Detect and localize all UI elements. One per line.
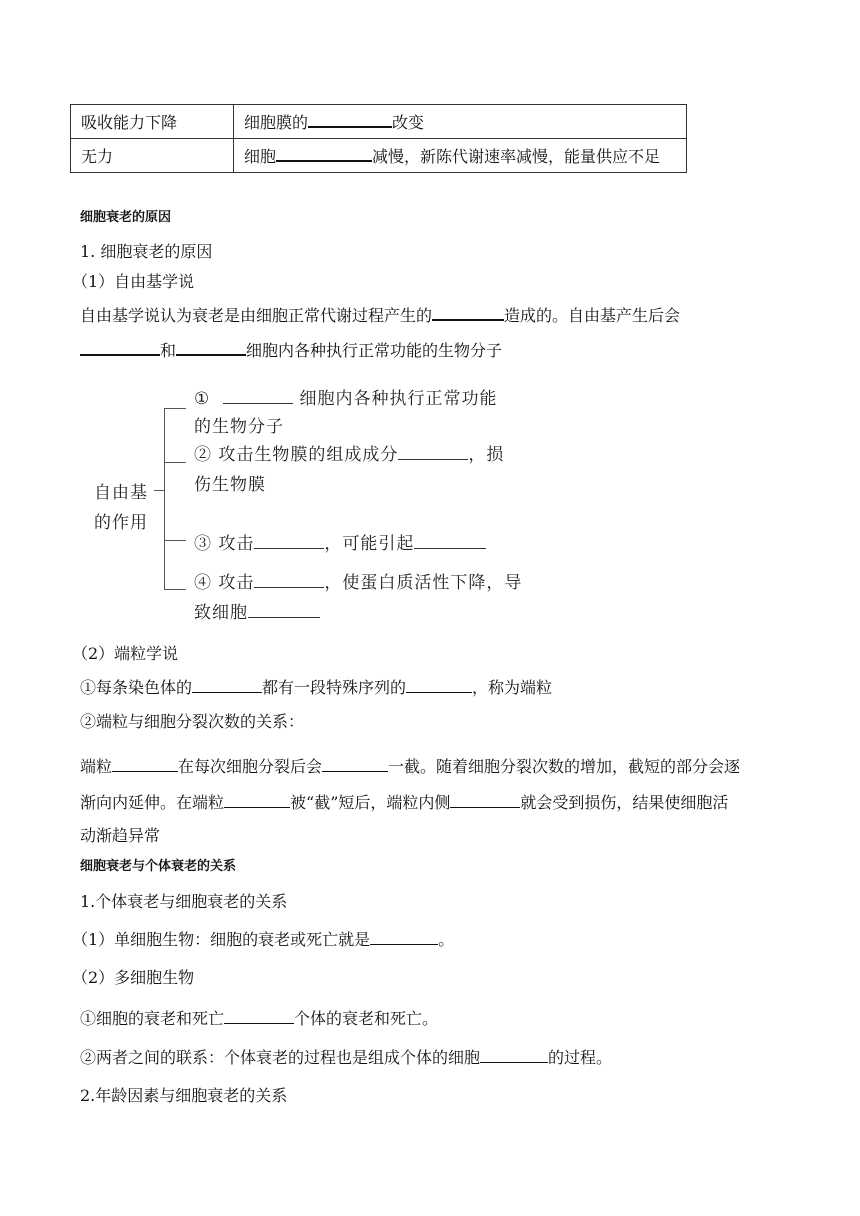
- diagram-branch-1-line2: 的生物分子: [194, 417, 284, 437]
- text: 都有一段特殊序列的: [262, 678, 407, 697]
- diagram-branch-3: [194, 529, 486, 554]
- subheading-causes: 1. 细胞衰老的原因: [80, 242, 213, 261]
- answer-blank[interactable]: [322, 755, 388, 772]
- table-cell-desc: [234, 139, 687, 173]
- paragraph-telomere-4: [80, 791, 728, 814]
- text: ②两者之间的联系：个体衰老的过程也是组成个体的细胞: [80, 1048, 481, 1067]
- item-free-radical-title: （1）自由基学说: [72, 272, 195, 291]
- paragraph-telomere-2: ②端粒与细胞分裂次数的关系：: [80, 712, 305, 731]
- answer-blank[interactable]: [370, 928, 438, 945]
- text: 细胞内各种执行正常功能: [299, 389, 498, 409]
- text: ，使蛋白质活性下降，导: [324, 573, 523, 593]
- text: 个体的衰老和死亡。: [294, 1009, 439, 1028]
- text: 的过程。: [548, 1048, 613, 1067]
- desc-post: 减慢，新陈代谢速率减慢，能量供应不足: [372, 147, 661, 166]
- text: 致细胞: [194, 603, 248, 623]
- text: ④ 攻击: [194, 573, 255, 593]
- text: ①细胞的衰老和死亡: [80, 1009, 225, 1028]
- diagram-branch-4-line2: [194, 598, 320, 623]
- answer-blank[interactable]: [480, 1046, 548, 1063]
- answer-blank[interactable]: [308, 110, 392, 128]
- paragraph-telomere-3: [80, 755, 740, 778]
- paragraph-telomere-5: 动渐趋异常: [80, 826, 161, 845]
- subheading-individual-cell: 1.个体衰老与细胞衰老的关系: [80, 892, 288, 911]
- answer-blank[interactable]: [223, 389, 293, 404]
- answer-blank[interactable]: [176, 338, 246, 356]
- answer-blank[interactable]: [254, 573, 324, 588]
- text: 造成的。自由基产生后会: [504, 306, 681, 325]
- paragraph-free-radical-b: [80, 338, 502, 362]
- table-cell-symptom: 无力: [71, 139, 234, 173]
- section-heading-individual-aging: 细胞衰老与个体衰老的关系: [80, 859, 237, 874]
- paragraph-free-radical-a: [80, 303, 680, 327]
- bracket-branch-line: [164, 589, 186, 590]
- table-cell-desc: [234, 105, 687, 139]
- text: ，称为端粒: [472, 678, 553, 697]
- text: 端粒: [80, 757, 113, 776]
- diagram-center-label: 自由基: [94, 483, 148, 503]
- text: ，损: [468, 445, 505, 465]
- desc-pre: 细胞膜的: [244, 113, 309, 132]
- desc-pre: 细胞: [244, 147, 277, 166]
- text: 和: [160, 341, 177, 360]
- answer-blank[interactable]: [224, 791, 290, 808]
- subheading-age-factor: 2.年龄因素与细胞衰老的关系: [80, 1086, 288, 1105]
- answer-blank[interactable]: [432, 303, 504, 321]
- paragraph-unicellular: [72, 928, 454, 951]
- item-multicellular-title: （2）多细胞生物: [72, 968, 195, 987]
- answer-blank[interactable]: [276, 144, 372, 162]
- desc-post: 改变: [392, 113, 425, 132]
- bracket-vertical-line: [164, 408, 165, 590]
- paragraph-telomere-1: [80, 676, 552, 699]
- item-telomere-title: （2）端粒学说: [72, 644, 179, 663]
- bracket-branch-line: [164, 540, 186, 541]
- text: ①: [194, 389, 211, 409]
- text: ③ 攻击: [194, 534, 255, 554]
- answer-blank[interactable]: [414, 534, 486, 549]
- diagram-branch-2-line2: 伤生物膜: [194, 475, 266, 495]
- bracket-branch-line: [164, 408, 186, 409]
- text: （1）单细胞生物：细胞的衰老或死亡就是: [72, 930, 371, 949]
- bracket-center-tick: [154, 490, 165, 491]
- bracket-branch-line: [164, 462, 186, 463]
- table-row: [71, 105, 687, 139]
- table-cell-symptom: 吸收能力下降: [71, 105, 234, 139]
- answer-blank[interactable]: [224, 1007, 294, 1024]
- answer-blank[interactable]: [406, 676, 472, 693]
- text: 自由基学说认为衰老是由细胞正常代谢过程产生的: [80, 306, 433, 325]
- text: 。: [438, 930, 455, 949]
- answer-blank[interactable]: [248, 603, 320, 618]
- diagram-branch-1: [194, 384, 497, 409]
- text: ，可能引起: [324, 534, 415, 554]
- table-row: [71, 139, 687, 173]
- answer-blank[interactable]: [112, 755, 178, 772]
- symptom-table: [70, 104, 687, 173]
- diagram-branch-4: [194, 568, 522, 593]
- diagram-center-label: 的作用: [94, 513, 148, 533]
- text: 渐向内延伸。在端粒: [80, 793, 225, 812]
- answer-blank[interactable]: [254, 534, 324, 549]
- answer-blank[interactable]: [80, 338, 160, 356]
- diagram-branch-2: [194, 440, 504, 465]
- section-heading-causes: 细胞衰老的原因: [80, 210, 172, 225]
- text: 细胞内各种执行正常功能的生物分子: [246, 341, 503, 360]
- answer-blank[interactable]: [398, 445, 468, 460]
- answer-blank[interactable]: [450, 791, 520, 808]
- text: 一截。随着细胞分裂次数的增加，截短的部分会逐: [388, 757, 741, 776]
- paragraph-multicellular-2: [80, 1046, 612, 1069]
- text: 就会受到损伤，结果使细胞活: [520, 793, 729, 812]
- text: ② 攻击生物膜的组成成分: [194, 445, 399, 465]
- text: 被“截”短后，端粒内侧: [290, 793, 451, 812]
- text: ①每条染色体的: [80, 678, 193, 697]
- paragraph-multicellular-1: [80, 1007, 438, 1030]
- text: 在每次细胞分裂后会: [178, 757, 323, 776]
- answer-blank[interactable]: [192, 676, 262, 693]
